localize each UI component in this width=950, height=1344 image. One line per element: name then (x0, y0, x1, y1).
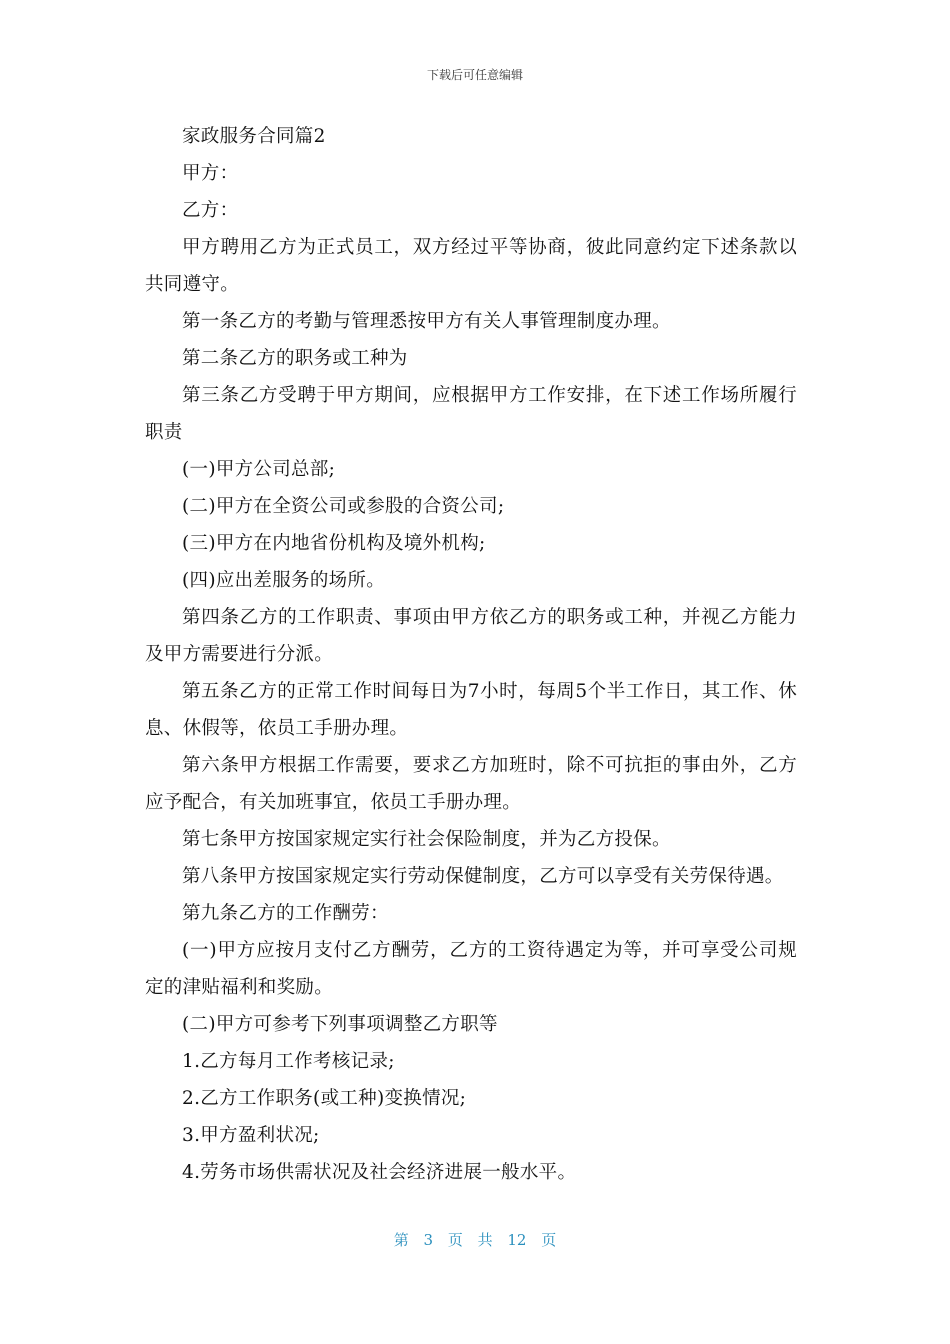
clause-4: 第四条乙方的工作职责、事项由甲方依乙方的职务或工种，并视乙方能力及甲方需要进行分派。 (145, 607, 797, 665)
clause-3-item-3: (三)甲方在内地省份机构及境外机构; (182, 533, 486, 554)
doc-title: 家政服务合同篇2 (182, 126, 326, 147)
clause-3: 第三条乙方受聘于甲方期间，应根据甲方工作安排，在下述工作场所履行职责 (145, 385, 797, 443)
clause-8: 第八条甲方按国家规定实行劳动保健制度，乙方可以享受有关劳保待遇。 (182, 866, 784, 887)
adjust-factor-4: 4.劳务市场供需状况及社会经济进展一般水平。 (182, 1162, 577, 1183)
adjust-factor-2: 2.乙方工作职务(或工种)变换情况; (182, 1088, 467, 1109)
clause-6: 第六条甲方根据工作需要，要求乙方加班时，除不可抗拒的事由外，乙方应予配合，有关加班事宜，依员工手册办理。 (145, 755, 797, 813)
clause-3-item-2: (二)甲方在全资公司或参股的合资公司; (182, 496, 505, 517)
adjust-factor-1: 1.乙方每月工作考核记录; (182, 1051, 395, 1072)
clause-9-item-1: (一)甲方应按月支付乙方酬劳，乙方的工资待遇定为等，并可享受公司规定的津贴福利和奖励。 (145, 940, 797, 998)
document-body (145, 118, 797, 1191)
clause-7: 第七条甲方按国家规定实行社会保险制度，并为乙方投保。 (182, 829, 671, 850)
clause-5: 第五条乙方的正常工作时间每日为7小时，每周5个半工作日，其工作、休息、休假等，依员工手册办理。 (145, 681, 797, 739)
contract-intro: 甲方聘用乙方为正式员工，双方经过平等协商，彼此同意约定下述条款以共同遵守。 (145, 237, 797, 295)
clause-1: 第一条乙方的考勤与管理悉按甲方有关人事管理制度办理。 (182, 311, 671, 332)
clause-9: 第九条乙方的工作酬劳： (182, 903, 389, 924)
clause-2: 第二条乙方的职务或工种为 (182, 348, 408, 369)
download-note: 下载后可任意编辑 (426, 68, 523, 82)
page-number: 第 3 页 共 12 页 (393, 1231, 557, 1249)
clause-3-item-4: (四)应出差服务的场所。 (182, 570, 386, 591)
party-b-line: 乙方： (182, 200, 239, 221)
clause-3-item-1: (一)甲方公司总部; (182, 459, 336, 480)
clause-9-item-2: (二)甲方可参考下列事项调整乙方职等 (182, 1014, 498, 1035)
adjust-factor-3: 3.甲方盈利状况; (182, 1125, 320, 1146)
party-a-line: 甲方： (182, 163, 239, 184)
